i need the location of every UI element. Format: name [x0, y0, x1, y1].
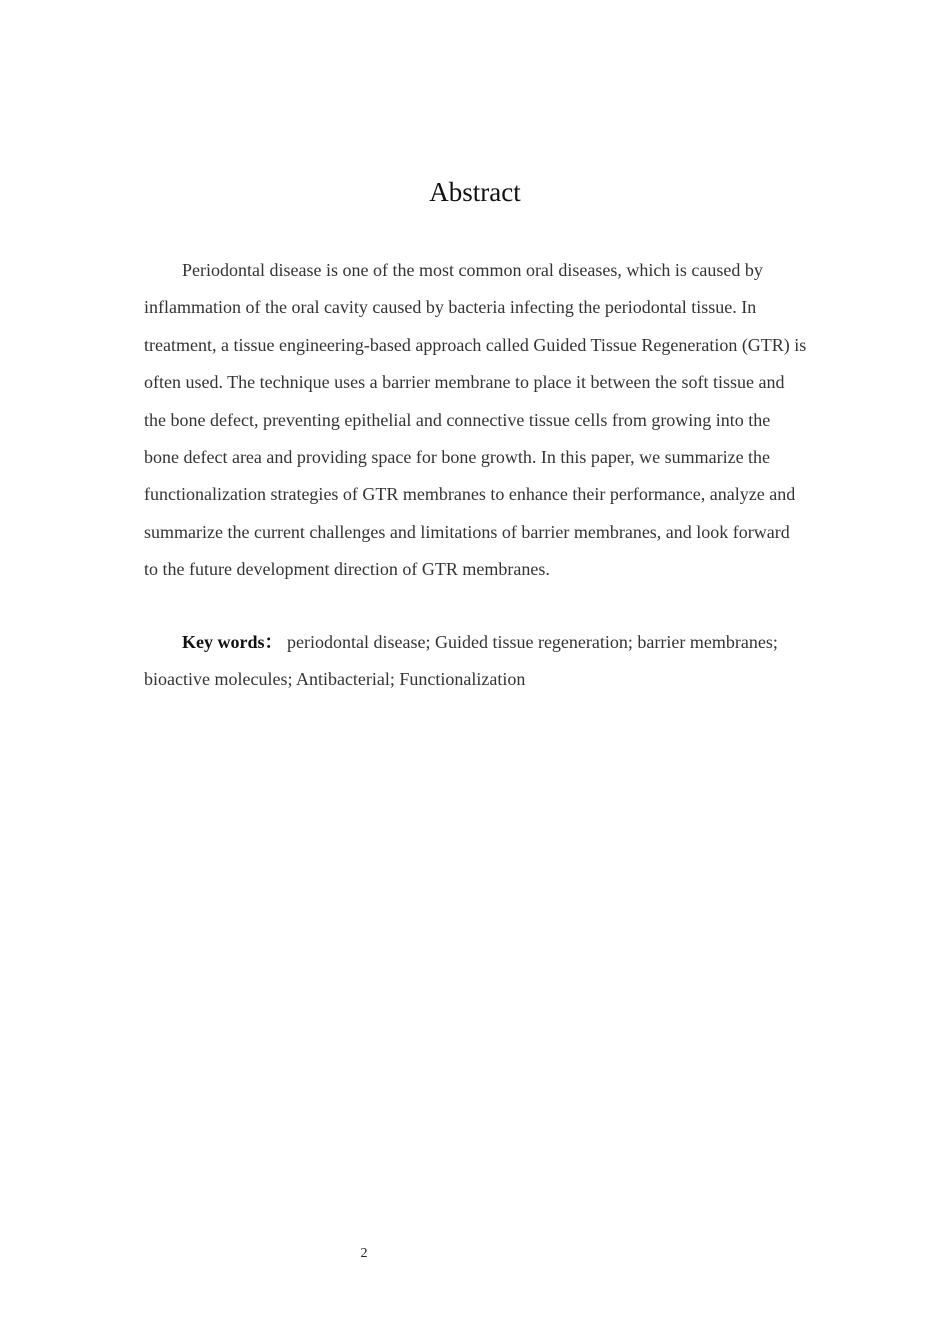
keywords-label: Key words： — [182, 632, 283, 652]
abstract-paragraph: Periodontal disease is one of the most common oral diseases, which is caused by inflammation of the oral cavity caused by bacteria infecting the periodontal tissue. In treatment, a tissue engineering-based approach called Guided Tissue Regeneration (GTR) is often used. The technique uses a barrier membrane to place it between the soft tissue and the bone defect, preventing epithelial and connective tissue cells from growing into the bone defect area and providing space for bone growth. In this paper, we summarize the functionalization strategies of GTR membranes to enhance their performance, analyze and summarize the current challenges and limitations of barrier membranes, and look forward to the future development direction of GTR membranes. — [144, 260, 807, 580]
abstract-title: Abstract — [429, 177, 521, 207]
page-number: 2 — [360, 1246, 368, 1261]
keywords-paragraph — [144, 624, 808, 699]
keywords-list: periodontal disease; Guided tissue regeneration; barrier membranes; bioactive molecules; Antibacterial; Functionalization — [144, 632, 778, 690]
